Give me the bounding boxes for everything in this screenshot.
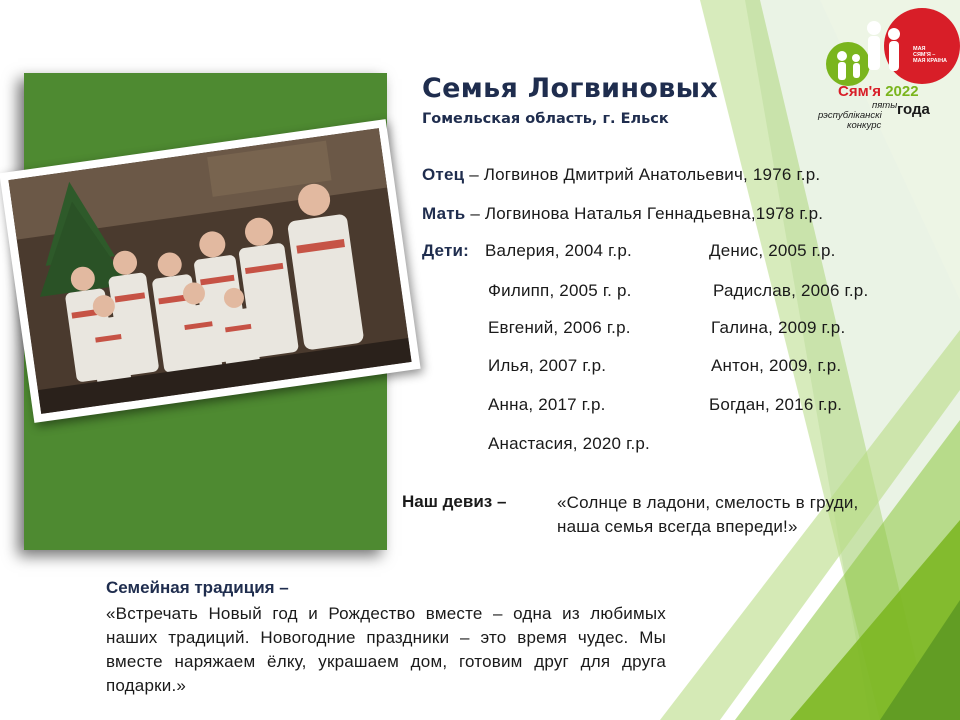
family-photo-image xyxy=(8,128,411,414)
children-label-line xyxy=(422,241,469,261)
mother-label: Мать xyxy=(422,204,466,223)
child-item: Галина, 2009 г.р. xyxy=(711,318,846,337)
father-label: Отец xyxy=(422,165,465,184)
child-item: Антон, 2009, г.р. xyxy=(711,356,842,375)
father-line xyxy=(422,165,820,185)
child-item: Валерия, 2004 г.р. xyxy=(485,241,632,260)
logo-goda: года xyxy=(897,101,930,118)
child-item: Анна, 2017 г.р. xyxy=(488,395,606,414)
child-item: Филипп, 2005 г. р. xyxy=(488,281,632,300)
logo-line-1: пяты xyxy=(872,100,898,111)
logo-line-3: конкурс xyxy=(847,120,882,131)
mother-line xyxy=(422,204,823,224)
child-item: Богдан, 2016 г.р. xyxy=(709,395,843,414)
family-photo-illustration xyxy=(8,128,411,414)
child-item: Анастасия, 2020 г.р. xyxy=(488,434,650,453)
tradition-text: «Встречать Новый год и Рождество вместе – одна из любимых наших традиций. Новогодние праздники – это время чудес. Мы вместе наряжаем ёлку, украшаем дом, готовим друг для друга подарки.» xyxy=(106,604,666,695)
logo-brand: Сям'я 2022 xyxy=(838,83,919,100)
child-item: Евгений, 2006 г.р. xyxy=(488,318,631,337)
child-item: Денис, 2005 г.р. xyxy=(709,241,836,260)
family-photo xyxy=(0,119,421,423)
mother-text: – Логвинова Наталья Геннадьевна,1978 г.р. xyxy=(465,204,824,223)
children-label: Дети: xyxy=(422,241,469,260)
tradition-label: Семейная традиция – xyxy=(106,578,289,597)
child-item: Илья, 2007 г.р. xyxy=(488,356,607,375)
logo-line-2: рэспубліканскі xyxy=(818,110,882,121)
page-subtitle: Гомельская область, г. Ельск xyxy=(422,111,669,127)
father-text: – Логвинов Дмитрий Анатольевич, 1976 г.р. xyxy=(464,165,821,184)
child-item: Радислав, 2006 г.р. xyxy=(713,281,869,300)
motto-text: «Солнце в ладони, смелость в груди, наша семья всегда впереди!» xyxy=(557,493,859,536)
page-title: Семья Логвиновых xyxy=(422,73,719,104)
logo-flag-text: МАЯ СЯМ'Я – МАЯ КРАІНА xyxy=(913,46,948,64)
motto-label: Наш девиз – xyxy=(402,492,507,511)
